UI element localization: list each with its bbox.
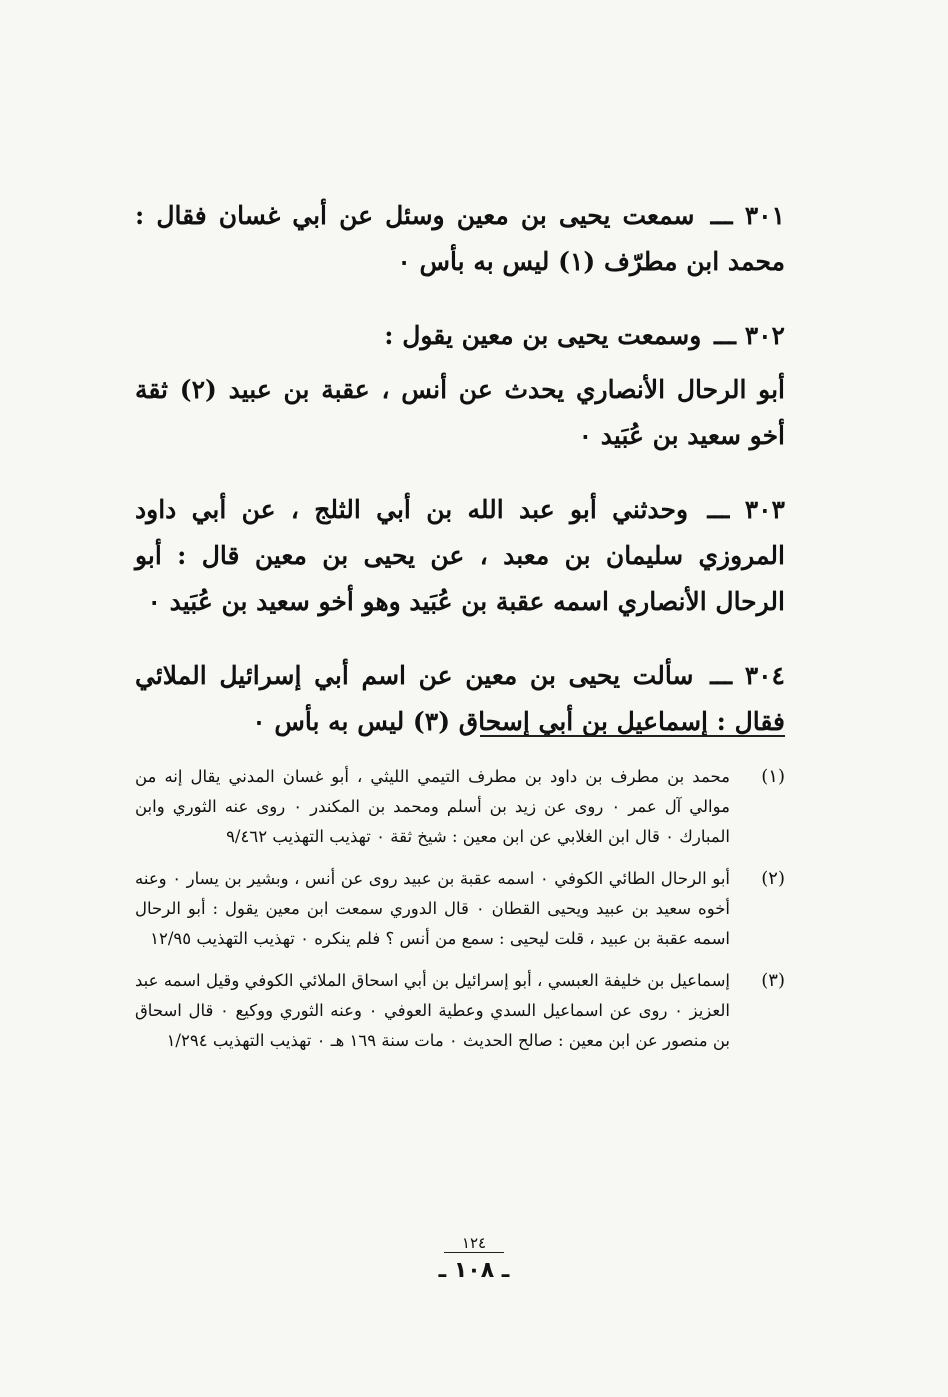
- paragraph-302-continued: [135, 367, 785, 459]
- footnote-2: [135, 864, 785, 954]
- main-text: [135, 193, 785, 773]
- original-page-number: [0, 1234, 948, 1253]
- paragraph-303: [135, 487, 785, 625]
- paragraph-text: سألت يحيى بن معين عن اسم أبي إسرائيل الملائي فقال : إسماعيل بن أبي إسحاق (٣) ليس به بأس ٠: [135, 661, 785, 736]
- paragraph-text: وحدثني أبو عبد الله بن أبي الثلج ، عن أبي داود المروزي سليمان بن معبد ، عن يحيى بن معين قال : أبو الرحال الأنصاري اسمه عقبة بن عُبَيد وهو أخو سعيد بن عُبَيد ٠: [135, 495, 785, 616]
- paragraph-number: ٣٠١ ـــ: [710, 201, 785, 230]
- footnote-3: [135, 966, 785, 1056]
- footnote-mark: (٣): [761, 970, 785, 991]
- original-page-number-text: ١٢٤: [444, 1234, 504, 1253]
- paragraph-text: أبو الرحال الأنصاري يحدث عن أنس ، عقبة بن عبيد (٢) ثقة أخو سعيد بن عُبَيد ٠: [135, 375, 785, 450]
- footnote-1: [135, 762, 785, 852]
- paragraph-302: [135, 313, 785, 359]
- footnote-mark: (١): [761, 766, 785, 787]
- paragraph-number: ٣٠٢ ـــ: [714, 321, 785, 350]
- footnote-mark: (٢): [761, 868, 785, 889]
- paragraph-301: [135, 193, 785, 285]
- paragraph-text: سمعت يحيى بن معين وسئل عن أبي غسان فقال : محمد ابن مطرّف (١) ليس به بأس ٠: [135, 201, 785, 276]
- page-number: ـ ١٠٨ ـ: [438, 1258, 510, 1283]
- paragraph-text: وسمعت يحيى بن معين يقول :: [384, 321, 702, 350]
- footnote-text: أبو الرحال الطائي الكوفي ٠ اسمه عقبة بن عبيد روى عن أنس ، وبشير بن يسار ٠ وعنه أخوه سعيد بن عبيد ويحيى القطان ٠ قال الدوري سمعت ابن معين يقول : أبو الرحال اسمه عقبة بن عبيد ، قلت ليحيى : سمع من أنس ؟ فلم ينكره ٠ تهذيب التهذيب ١٢/٩٥: [135, 869, 731, 948]
- paragraph-number: ٣٠٣ ـــ: [707, 495, 785, 524]
- footnote-divider: [480, 735, 785, 737]
- footnote-text: إسماعيل بن خليفة العبسي ، أبو إسرائيل بن أبي اسحاق الملائي الكوفي وقيل اسمه عبد العزيز ٠ روى عن اسماعيل السدي وعطية العوفي ٠ وعنه الثوري ووكيع ٠ قال اسحاق بن منصور عن ابن معين : صالح الحديث ٠ مات سنة ١٦٩ هـ ٠ تهذيب التهذيب ١/٢٩٤: [135, 971, 730, 1050]
- paragraph-304: [135, 653, 785, 745]
- paragraph-number: ٣٠٤ ـــ: [710, 661, 785, 690]
- footnotes: [135, 762, 785, 1068]
- footnote-text: محمد بن مطرف بن داود بن مطرف التيمي الليثي ، أبو غسان المدني يقال إنه من موالي آل عمر ٠ روى عن زيد بن أسلم ومحمد بن المكندر ٠ روى عنه الثوري وابن المبارك ٠ قال ابن الغلابي عن ابن معين : شيخ ثقة ٠ تهذيب التهذيب ٩/٤٦٢: [135, 767, 731, 846]
